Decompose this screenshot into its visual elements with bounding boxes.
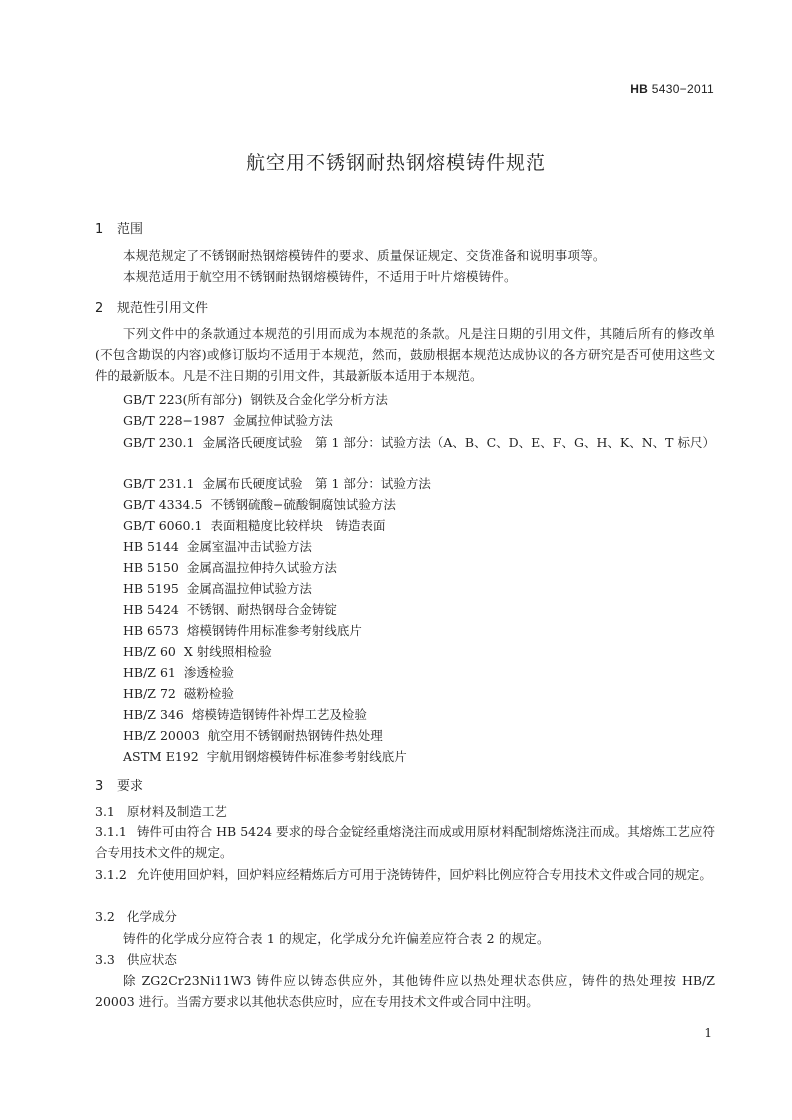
reference-item: HB/Z 60 X 射线照相检验 — [123, 644, 272, 659]
reference-item: HB 5150 金属高温拉伸持久试验方法 — [123, 560, 337, 575]
document-title: 航空用不锈钢耐热钢熔模铸件规范 — [245, 152, 546, 174]
section-3-3-heading: 3.3 供应状态 — [95, 952, 177, 967]
reference-item: GB/T 230.1 金属洛氏硬度试验 第 1 部分：试验方法（A、B、C、D、E、F、G、H、K、N、T 标尺） — [123, 435, 715, 450]
section-3-heading: 3 要求 — [95, 779, 144, 794]
section-3-1-heading: 3.1 原材料及制造工艺 — [95, 804, 227, 819]
reference-item: GB/T 231.1 金属布氏硬度试验 第 1 部分：试验方法 — [123, 476, 431, 491]
section-3-2-text: 铸件的化学成分应符合表 1 的规定，化学成分允许偏差应符合表 2 的规定。 — [123, 931, 550, 946]
reference-item: GB/T 228−1987 金属拉伸试验方法 — [123, 413, 333, 428]
page-number: 1 — [704, 1026, 712, 1040]
section-3-1-1: 3.1.1 铸件可由符合 HB 5424 要求的母合金锭经重熔浇注而成或用原材料配制熔炼浇注而成。其熔炼工艺应符合专用技术文件的规定。 — [95, 824, 715, 860]
section-2-heading: 2 规范性引用文件 — [95, 301, 209, 316]
section-2-intro: 下列文件中的条款通过本规范的引用而成为本规范的条款。凡是注日期的引用文件，其随后所有的修改单(不包含勘误的内容)或修订版均不适用于本规范，然而，鼓励根据本规范达成协议的各方研究是否可使用这些文件的最新版本。凡是不注日期的引用文件，其最新版本适用于本规范。 — [95, 326, 715, 383]
reference-item: HB 5424 不锈钢、耐热钢母合金铸锭 — [123, 602, 337, 617]
reference-item: HB 5144 金属室温冲击试验方法 — [123, 539, 312, 554]
reference-item: HB/Z 346 熔模铸造钢铸件补焊工艺及检验 — [123, 707, 367, 722]
section-3-3-text: 除 ZG2Cr23Ni11W3 铸件应以铸态供应外，其他铸件应以热处理状态供应，铸件的热处理按 HB/Z 20003 进行。当需方要求以其他状态供应时，应在专用技术文件或合同中注明。 — [95, 973, 715, 1009]
reference-item: GB/T 4334.5 不锈钢硫酸−硫酸铜腐蚀试验方法 — [123, 497, 396, 512]
section-3-2-heading: 3.2 化学成分 — [95, 909, 177, 924]
reference-item: GB/T 6060.1 表面粗糙度比较样块 铸造表面 — [123, 518, 386, 533]
reference-item: HB/Z 20003 航空用不锈钢耐热钢铸件热处理 — [123, 728, 383, 743]
reference-item: HB 6573 熔模钢铸件用标准参考射线底片 — [123, 623, 362, 638]
reference-item: HB 5195 金属高温拉伸试验方法 — [123, 581, 312, 596]
reference-item: GB/T 223(所有部分) 钢铁及合金化学分析方法 — [123, 392, 388, 407]
section-1-para-1: 本规范规定了不锈钢耐热钢熔模铸件的要求、质量保证规定、交货准备和说明事项等。 — [123, 248, 606, 263]
section-1-heading: 1 范围 — [95, 222, 144, 237]
reference-item: ASTM E192 宇航用钢熔模铸件标准参考射线底片 — [123, 749, 407, 764]
reference-item: HB/Z 72 磁粉检验 — [123, 686, 234, 701]
reference-item: HB/Z 61 渗透检验 — [123, 665, 234, 680]
document-code: HB 5430−2011 — [630, 82, 714, 96]
section-1-para-2: 本规范适用于航空用不锈钢耐热钢熔模铸件，不适用于叶片熔模铸件。 — [123, 269, 517, 284]
section-3-1-2: 3.1.2 允许使用回炉料，回炉料应经精炼后方可用于浇铸铸件，回炉料比例应符合专用技术文件或合同的规定。 — [95, 867, 712, 882]
